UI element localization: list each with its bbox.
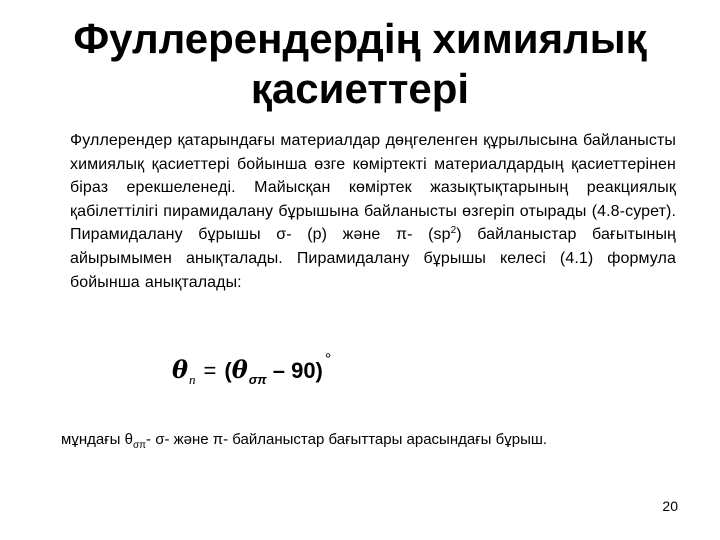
slide-title-line-2: қасиеттері bbox=[250, 65, 470, 112]
formula-rhs-subscript: σπ bbox=[248, 372, 267, 387]
formula-equals: = bbox=[203, 358, 217, 383]
body-paragraph bbox=[70, 129, 676, 294]
formula-lhs-subscript: п bbox=[189, 372, 196, 387]
body-paragraph-part-2: ) байланыстар бағытының айырымымен анықталады. Пирамидалану бұрышы келесі (4.1) формула бойынша анықталады: bbox=[70, 226, 676, 291]
slide-title-line-1: Фуллерендердің химиялық bbox=[73, 15, 647, 62]
body-paragraph-part-1: Фуллерендер қатарындағы материалдар дөңгеленген құрылысына байланысты химиялық қасиеттері бойынша өзге көміртекті материалдардың қасиеттерінен біраз ерекшеленеді. Майысқан көміртек жазықтықтарының реакциялық қабілеттілігі пирамидалану бұрышына байланысты өзгеріп отырады (4.8-сурет). Пирамидалану бұрышы σ- (р) және π- (sp bbox=[70, 132, 676, 244]
formula-note bbox=[61, 430, 701, 452]
note-prefix: мұндағы θ bbox=[61, 431, 133, 448]
formula-lhs-theta: θ bbox=[172, 355, 189, 384]
note-subscript: σπ bbox=[132, 440, 147, 451]
formula-open-paren: ( bbox=[224, 358, 232, 383]
formula bbox=[172, 350, 331, 390]
body-paragraph-superscript: 2 bbox=[450, 225, 457, 237]
note-suffix: - σ- және π- байланыстар бағыттары арасындағы бұрыш. bbox=[146, 431, 548, 448]
page-number: 20 bbox=[662, 498, 678, 514]
formula-minus-value: – 90) bbox=[272, 358, 323, 383]
formula-degree: ° bbox=[324, 351, 332, 368]
formula-rhs-theta: θ bbox=[231, 355, 248, 384]
slide-title bbox=[0, 14, 720, 114]
